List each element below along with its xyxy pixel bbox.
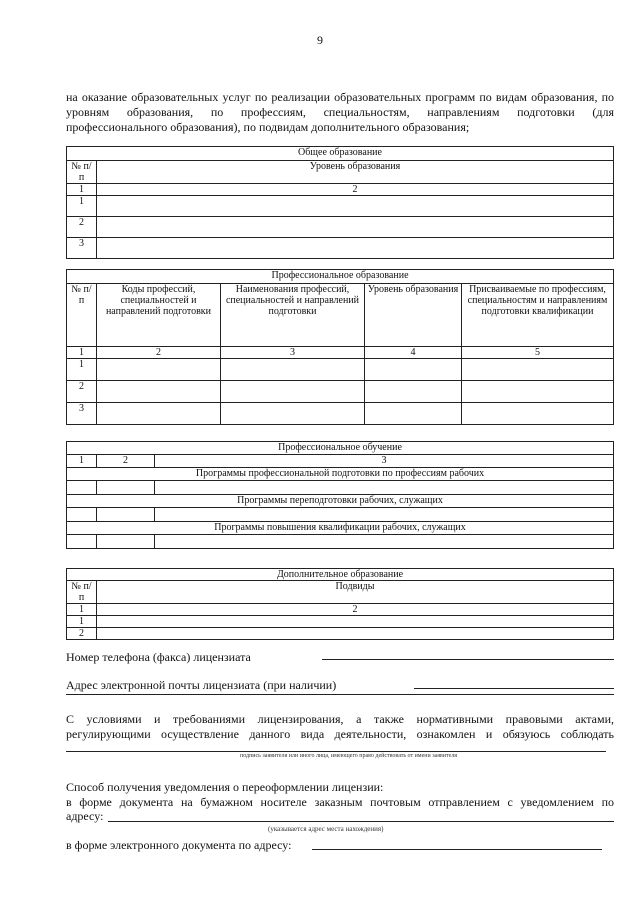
col-names-header: Наименования профессий, специальностей и направлений подготовки	[221, 284, 365, 347]
qualification-cell[interactable]	[462, 359, 614, 381]
table-row	[67, 481, 614, 495]
subtype-cell[interactable]	[97, 616, 614, 628]
column-index: 2	[97, 604, 614, 616]
row-number: 1	[67, 359, 97, 381]
column-index: 1	[67, 604, 97, 616]
level-cell[interactable]	[97, 238, 614, 259]
column-index: 4	[365, 347, 462, 359]
signature-field[interactable]	[66, 741, 606, 752]
paper-option-line-1: в форме документа на бумажном носителе заказным почтовым отправлением с уведомлением по	[66, 795, 614, 809]
row-number: 1	[67, 196, 97, 217]
empty-cell[interactable]	[67, 508, 97, 522]
empty-cell[interactable]	[67, 481, 97, 495]
conditions-line-1: С условиями и требованиями лицензирования, а также нормативными правовыми актами,	[66, 712, 614, 726]
additional-education-table	[66, 568, 614, 640]
empty-cell[interactable]	[97, 508, 155, 522]
level-cell[interactable]	[365, 403, 462, 425]
training-section-advanced: Программы повышения квалификации рабочих, служащих	[67, 522, 614, 535]
empty-cell[interactable]	[97, 481, 155, 495]
column-index: 3	[221, 347, 365, 359]
empty-cell[interactable]	[155, 481, 614, 495]
general-education-table	[66, 146, 614, 259]
col-number-header: № п/п	[67, 581, 97, 604]
col-level-header: Уровень образования	[97, 161, 614, 184]
table-row	[67, 217, 614, 238]
table-row	[67, 628, 614, 640]
professional-training-title: Профессиональное обучение	[67, 442, 614, 455]
intro-paragraph: на оказание образовательных услуг по реализации образовательных программ по видам образования, по уровням образования, по профессиям, специальностям, направлениям подготовки (для профессионального образования), по подвидам дополнительного образования;	[66, 90, 614, 134]
professional-education-title: Профессиональное образование	[67, 270, 614, 284]
col-level-header: Уровень образования	[365, 284, 462, 347]
table-row	[67, 359, 614, 381]
row-number: 2	[67, 217, 97, 238]
row-number: 2	[67, 381, 97, 403]
professional-education-table	[66, 269, 614, 425]
column-index: 2	[97, 184, 614, 196]
training-section-vocational: Программы профессиональной подготовки по профессиям рабочих	[67, 468, 614, 481]
divider	[66, 694, 614, 695]
col-codes-header: Коды профессий, специальностей и направлений подготовки	[97, 284, 221, 347]
row-number: 3	[67, 403, 97, 425]
column-index: 2	[97, 347, 221, 359]
phone-label: Номер телефона (факса) лицензиата	[66, 650, 251, 664]
column-index: 2	[97, 455, 155, 468]
table-row	[67, 508, 614, 522]
codes-cell[interactable]	[97, 381, 221, 403]
general-education-title: Общее образование	[67, 147, 614, 161]
names-cell[interactable]	[221, 403, 365, 425]
col-number-header: № п/п	[67, 284, 97, 347]
row-number: 1	[67, 616, 97, 628]
training-section-retraining: Программы переподготовки рабочих, служащих	[67, 495, 614, 508]
address-note: (указывается адрес места нахождения)	[268, 825, 384, 833]
notice-heading: Способ получения уведомления о переоформлении лицензии:	[66, 780, 384, 794]
empty-cell[interactable]	[67, 535, 97, 549]
row-number: 3	[67, 238, 97, 259]
additional-education-title: Дополнительное образование	[67, 569, 614, 581]
level-cell[interactable]	[365, 381, 462, 403]
column-index: 3	[155, 455, 614, 468]
column-index: 1	[67, 184, 97, 196]
table-row	[67, 238, 614, 259]
col-number-header: № п/п	[67, 161, 97, 184]
empty-cell[interactable]	[97, 535, 155, 549]
column-index: 1	[67, 455, 97, 468]
row-number: 2	[67, 628, 97, 640]
names-cell[interactable]	[221, 381, 365, 403]
level-cell[interactable]	[365, 359, 462, 381]
phone-field[interactable]	[322, 647, 614, 660]
conditions-line-2: регулирующими осуществление данного вида деятельности, ознакомлен и обязуюсь соблюдать	[66, 727, 614, 741]
table-row	[67, 616, 614, 628]
qualification-cell[interactable]	[462, 403, 614, 425]
table-row	[67, 535, 614, 549]
codes-cell[interactable]	[97, 403, 221, 425]
email-field[interactable]	[414, 676, 614, 689]
postal-address-field[interactable]	[108, 810, 614, 822]
table-row	[67, 381, 614, 403]
level-cell[interactable]	[97, 217, 614, 238]
codes-cell[interactable]	[97, 359, 221, 381]
empty-cell[interactable]	[155, 508, 614, 522]
signature-note: подпись заявителя или иного лица, имеющего право действовать от имени заявителя	[240, 753, 458, 759]
level-cell[interactable]	[97, 196, 614, 217]
column-index: 1	[67, 347, 97, 359]
col-subtypes-header: Подвиды	[97, 581, 614, 604]
table-row	[67, 403, 614, 425]
table-row	[67, 196, 614, 217]
page-number: 9	[317, 33, 323, 47]
subtype-cell[interactable]	[97, 628, 614, 640]
electronic-option-label: в форме электронного документа по адресу:	[66, 838, 292, 852]
paper-option-line-2: адресу:	[66, 809, 104, 823]
col-qualifications-header: Присваиваемые по профессиям, специальностям и направлениям подготовки квалификации	[462, 284, 614, 347]
column-index: 5	[462, 347, 614, 359]
professional-training-table	[66, 441, 614, 549]
names-cell[interactable]	[221, 359, 365, 381]
empty-cell[interactable]	[155, 535, 614, 549]
qualification-cell[interactable]	[462, 381, 614, 403]
electronic-address-field[interactable]	[312, 838, 602, 850]
email-label: Адрес электронной почты лицензиата (при наличии)	[66, 678, 337, 692]
